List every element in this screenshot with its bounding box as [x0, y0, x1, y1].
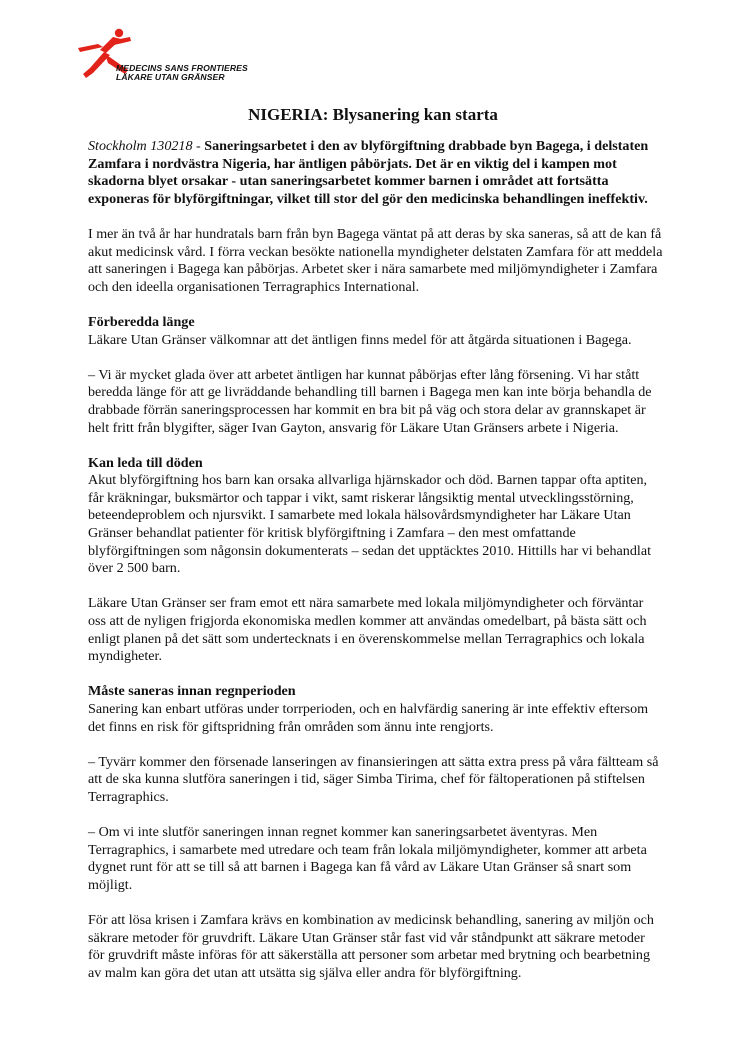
dateline: Stockholm 130218 -	[88, 138, 205, 154]
msf-logo	[76, 28, 266, 88]
paragraph-7: – Tyvärr kommer den försenade lanseringen av finansieringen att sätta extra press på våra fältteam så att de ska kunna slutföra saneringen i tid, säger Simba Tirima, chef för fältoperationen på stiftelsen Terragraphics.	[88, 753, 659, 805]
logo-wordmark	[116, 64, 248, 82]
lead-text: Saneringsarbetet i den av blyförgiftning drabbade byn Bagega, i delstaten Zamfara i nordvästra Nigeria, har äntligen påbörjats. Det är en viktig del i kampen mot skadorna blyet orsakar - utan saneringsarbetet kommer barnen i området att fortsätta exponeras för blyförgiftningar, vilket till stor del gör den medicinska behandlingen ineffektiv.	[88, 138, 649, 207]
intro-paragraph	[88, 138, 663, 208]
paragraph-2: Läkare Utan Gränser välkomnar att det äntligen finns medel för att åtgärda situationen i Bagega.	[88, 331, 632, 348]
article-body	[88, 138, 663, 1000]
subheading-1: Förberedda länge	[88, 313, 195, 330]
section-regnperioden	[88, 683, 663, 736]
paragraph-6: Sanering kan enbart utföras under torrperioden, och en halvfärdig sanering är inte effektiv eftersom det finns en risk för giftspridning från områden som ännu inte rengjorts.	[88, 701, 649, 735]
paragraph-8: – Om vi inte slutför saneringen innan regnet kommer kan saneringsarbetet äventyras. Men Terragraphics, i samarbete med utredare och team från lokala miljömyndigheter, kommer att arbeta dygnet runt för att se till så att barnen i Bagega kan få vård av Läkare Utan Gränser så snart som möjligt.	[88, 824, 647, 893]
paragraph-4: Akut blyförgiftning hos barn kan orsaka allvarliga hjärnskador och död. Barnen tappar ofta aptiten, får kräkningar, buksmärtor och tappar i vikt, samt riskerar långsiktig mental utvecklingsstörning, beteendeproblem och njursvikt. I samarbete med lokala hälsovårdsmyndigheter har Läkare Utan Gränser behandlat patienter för kritisk blyförgiftning i Zamfara – den mest omfattande blyförgiftningen som någonsin dokumenterats – sedan det upptäcktes 2010. Hittills har vi behandlat över 2 500 barn.	[88, 472, 651, 577]
subheading-3: Måste saneras innan regnperioden	[88, 683, 296, 700]
section-doden	[88, 455, 663, 578]
paragraph-1: I mer än två år har hundratals barn från byn Bagega väntat på att deras by ska saneras, så att de kan få akut medicinsk vård. I förra veckan besökte nationella myndigheter delstaten Zamfara för att meddela att saneringen i Bagega kan påbörjas. Arbetet sker i nära samarbete med miljömyndigheter i Zamfara och den ideella organisationen Terragraphics International.	[88, 225, 663, 295]
logo-line-2: LÄKARE UTAN GRÄNSER	[116, 72, 225, 82]
paragraph-5: Läkare Utan Gränser ser fram emot ett nära samarbete med lokala miljömyndigheter och förväntar oss att de nyligen frigjorda ekonomiska medlen kommer att användas omedelbart, på bästa sätt och enligt planen på det sätt som undertecknats i en överenskommelse mellan Terragraphics och lokala myndigheter.	[88, 595, 647, 665]
subheading-2: Kan leda till döden	[88, 454, 203, 471]
section-forberedda	[88, 314, 663, 349]
paragraph-9: För att lösa krisen i Zamfara krävs en kombination av medicinsk behandling, sanering av miljön och säkrare metoder för gruvdrift. Läkare Utan Gränser står fast vid vår ståndpunkt att säkrare metoder för gruvdrift måste införas för att säkerställa att personer som arbetar med brytning och bearbetning av malm kan göra det utan att utsätta sig själva eller andra för blyförgiftning.	[88, 912, 654, 981]
logo-line-1: MEDECINS SANS FRONTIERES	[116, 63, 248, 73]
page-title: NIGERIA: Blysanering kan starta	[248, 105, 498, 124]
paragraph-3: – Vi är mycket glada över att arbetet äntligen har kunnat påbörjas efter lång försening. Vi har stått beredda länge för att ge livräddande behandling till barnen i Bagega men kan inte börja behandla de drabbade förrän saneringsprocessen har kommit en bra bit på väg och stora delar av grannskapet är helt fritt från blygifter, säger Ivan Gayton, ansvarig för Läkare Utan Gränsers arbete i Nigeria.	[88, 366, 652, 436]
